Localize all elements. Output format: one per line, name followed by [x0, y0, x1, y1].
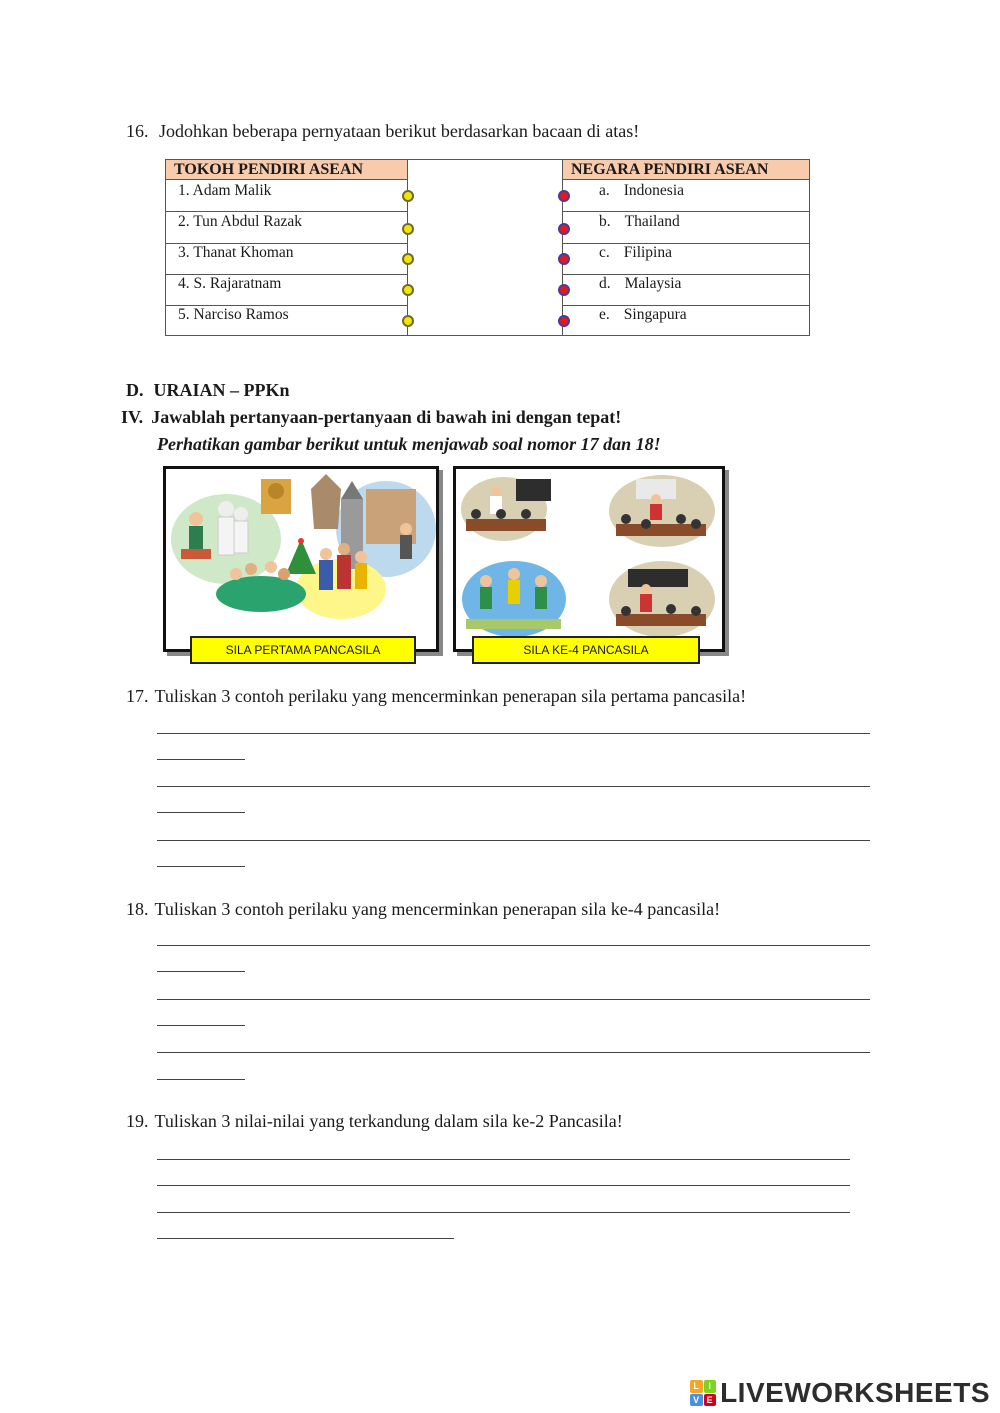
- brand-text: LIVEWORKSHEETS: [720, 1377, 990, 1408]
- picture-note: Perhatikan gambar berikut untuk menjawab soal nomor 17 dan 18!: [157, 434, 661, 454]
- question-19: 19. Tuliskan 3 nilai-nilai yang terkandung dalam sila ke-2 Pancasila!: [126, 1111, 623, 1131]
- right-item-d: d. Malaysia: [599, 275, 682, 292]
- right-item-b: b. Thailand: [599, 213, 680, 230]
- answer-line[interactable]: [157, 866, 245, 867]
- question-17: 17. Tuliskan 3 contoh perilaku yang mencerminkan penerapan sila pertama pancasila!: [126, 686, 747, 706]
- classroom-discussion-illustration: [456, 469, 722, 649]
- answer-line[interactable]: [157, 999, 870, 1000]
- caption-sila-ke-4: SILA KE-4 PANCASILA: [472, 636, 700, 664]
- answer-line[interactable]: [157, 786, 870, 787]
- question-18: 18. Tuliskan 3 contoh perilaku yang mencerminkan penerapan sila ke-4 pancasila!: [126, 899, 721, 919]
- match-dot-right-d[interactable]: [558, 284, 570, 296]
- answer-line[interactable]: [157, 1185, 850, 1186]
- question-number: 16.: [126, 121, 149, 141]
- match-dot-left-3[interactable]: [402, 253, 414, 265]
- liveworksheets-brand: [690, 1377, 990, 1409]
- match-dot-right-b[interactable]: [558, 223, 570, 235]
- section-iv-heading: IV. Jawablah pertanyaan-pertanyaan di bawah ini dengan tepat!: [121, 407, 622, 427]
- left-item-4: 4. S. Rajaratnam: [178, 275, 282, 292]
- match-dot-left-4[interactable]: [402, 284, 414, 296]
- question-16: [126, 121, 639, 142]
- answer-line[interactable]: [157, 1159, 850, 1160]
- right-item-e: e. Singapura: [599, 306, 687, 323]
- right-column-header: NEGARA PENDIRI ASEAN: [563, 160, 809, 180]
- right-item-a: a. Indonesia: [599, 182, 685, 199]
- left-item-3: 3. Thanat Khoman: [178, 244, 294, 261]
- answer-line[interactable]: [157, 1238, 454, 1239]
- answer-line[interactable]: [157, 1052, 870, 1053]
- liveworksheets-logo-icon: L I V E: [690, 1380, 716, 1406]
- answer-line[interactable]: [157, 1025, 245, 1026]
- match-dot-left-5[interactable]: [402, 315, 414, 327]
- left-item-1: 1. Adam Malik: [178, 182, 272, 199]
- left-item-2: 2. Tun Abdul Razak: [178, 213, 303, 230]
- match-dot-left-1[interactable]: [402, 190, 414, 202]
- match-dot-right-c[interactable]: [558, 253, 570, 265]
- answer-line[interactable]: [157, 759, 245, 760]
- left-column-header: TOKOH PENDIRI ASEAN: [166, 160, 407, 180]
- question-text: Jodohkan beberapa pernyataan berikut berdasarkan bacaan di atas!: [159, 121, 640, 141]
- answer-line[interactable]: [157, 1212, 850, 1213]
- answer-line[interactable]: [157, 733, 870, 734]
- matching-table: [165, 159, 810, 336]
- match-dot-left-2[interactable]: [402, 223, 414, 235]
- religious-activities-illustration: [166, 469, 436, 649]
- answer-line[interactable]: [157, 812, 245, 813]
- caption-sila-pertama: SILA PERTAMA PANCASILA: [190, 636, 416, 664]
- match-dot-right-a[interactable]: [558, 190, 570, 202]
- right-item-c: c. Filipina: [599, 244, 672, 261]
- section-d-heading: D. URAIAN – PPKn: [126, 380, 290, 400]
- answer-line[interactable]: [157, 1079, 245, 1080]
- answer-line[interactable]: [157, 971, 245, 972]
- answer-line[interactable]: [157, 945, 870, 946]
- picture-sila-pertama: [163, 466, 439, 657]
- picture-sila-ke-4: [453, 466, 725, 657]
- answer-line[interactable]: [157, 840, 870, 841]
- left-item-5: 5. Narciso Ramos: [178, 306, 289, 323]
- match-dot-right-e[interactable]: [558, 315, 570, 327]
